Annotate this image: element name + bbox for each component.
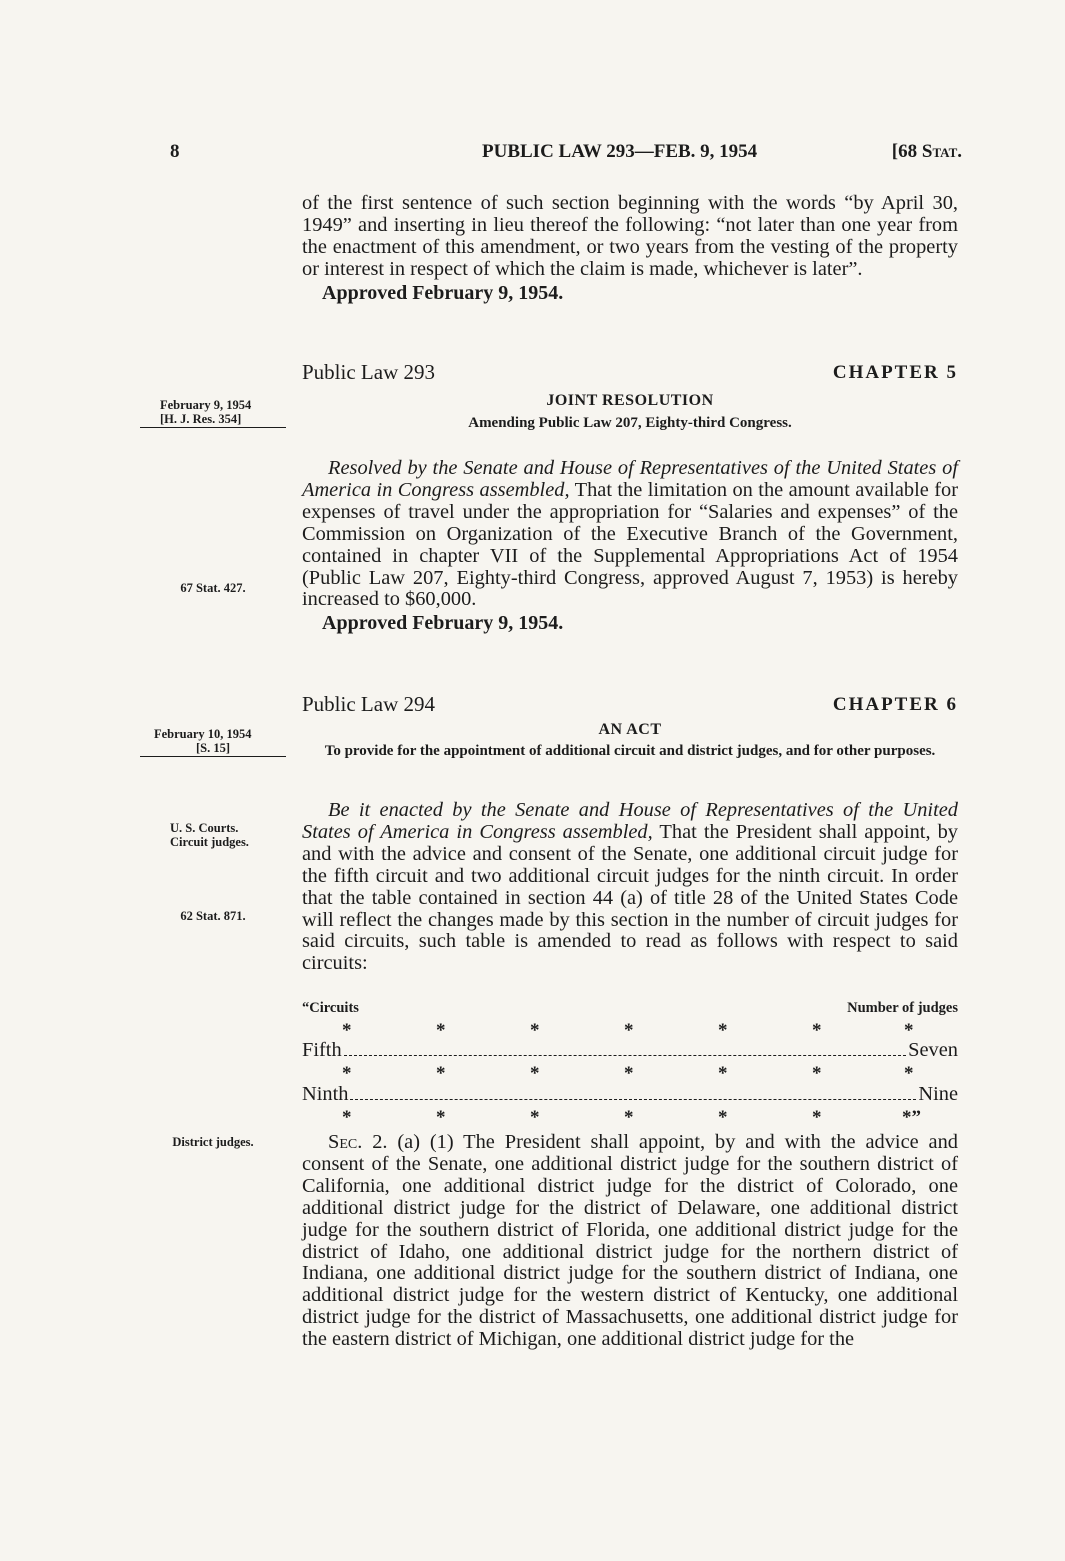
star: * bbox=[624, 1107, 634, 1128]
law-293-number: Public Law 293 bbox=[302, 360, 435, 384]
margin-circuit-judges: Circuit judges. bbox=[170, 835, 249, 849]
law-294-margin-bill: [S. 15] bbox=[140, 741, 286, 757]
star: * bbox=[342, 1063, 352, 1084]
law-294-enacting-text: That the President shall appoint, by and with the advice and consent of the Senate, one additional circuit judge for the fifth circuit and two additional circuit judges for the ninth circuit. In order that the table contained in section 44 (a) of title 28 of the United States Code will reflect the changes made by this section in the number of circuit judges for said circuits, such table is amended to read as follows with respect to said circuits: bbox=[302, 820, 958, 975]
law-293-heading bbox=[302, 360, 958, 386]
omission-stars-row bbox=[302, 1020, 958, 1040]
star: * bbox=[624, 1063, 634, 1084]
law-294-enacting-clause: Be it enacted by the Senate and House of Representatives of the United States of America in Congress assembled, bbox=[302, 799, 958, 843]
omission-stars-row bbox=[302, 1107, 958, 1127]
circuits-column-label: “Circuits bbox=[302, 1000, 359, 1016]
law-294-margin-date: February 10, 1954 bbox=[154, 727, 252, 741]
judge-count: Nine bbox=[918, 1083, 958, 1105]
star: * bbox=[904, 1063, 914, 1084]
law-294-title: AN ACT bbox=[598, 721, 662, 738]
omission-stars-row bbox=[302, 1063, 958, 1083]
star: * bbox=[530, 1107, 540, 1128]
leader-dots bbox=[344, 1041, 907, 1056]
law-293-resolution-text: That the limitation on the amount available for expenses of travel under the appropriation for “Salaries and expenses” of the Commission on Organization of the Executive Branch of the Government, contained in chapter VII of the Supplemental Appropriations Act of 1954 (Public Law 207, Eighty-third Congress, approved August 7, 1953) is hereby increased to $60,000. bbox=[302, 478, 959, 611]
judges-column-label: Number of judges bbox=[847, 1000, 958, 1016]
law-293-resolution bbox=[302, 458, 958, 611]
law-293-subtitle: Amending Public Law 207, Eighty-third Congress. bbox=[468, 415, 792, 431]
law-293-body bbox=[302, 458, 958, 635]
margin-us-courts: U. S. Courts. bbox=[170, 821, 239, 835]
circuit-name: Ninth bbox=[302, 1083, 349, 1105]
law-294-subtitle: To provide for the appointment of additional circuit and district judges, and for other purposes. bbox=[324, 743, 936, 759]
law-294-heading bbox=[302, 692, 958, 718]
star: * bbox=[530, 1063, 540, 1084]
star: * bbox=[718, 1107, 728, 1128]
star: * bbox=[812, 1063, 822, 1084]
section-2-label: Sec. 2. bbox=[328, 1131, 388, 1153]
law-293-margin-date: February 9, 1954 bbox=[160, 398, 252, 412]
star: * bbox=[530, 1020, 540, 1041]
running-header bbox=[170, 141, 962, 171]
star: * bbox=[812, 1020, 822, 1041]
law-294-enacting-paragraph bbox=[302, 800, 958, 975]
law-293-approved: Approved February 9, 1954. bbox=[322, 612, 564, 635]
star: * bbox=[812, 1107, 822, 1128]
circuit-table-header bbox=[302, 1000, 958, 1020]
page-number: 8 bbox=[170, 141, 180, 162]
star: * bbox=[718, 1063, 728, 1084]
star: * bbox=[436, 1020, 446, 1041]
circuit-name: Fifth bbox=[302, 1039, 342, 1061]
margin-district-judges: District judges. bbox=[172, 1135, 254, 1149]
leader-dots bbox=[350, 1085, 916, 1100]
star: * bbox=[342, 1107, 352, 1128]
law-294-chapter: CHAPTER 6 bbox=[832, 694, 958, 715]
carryover-section bbox=[302, 193, 958, 305]
header-statute: [68 Stat. bbox=[891, 141, 962, 162]
law-294-margin-ref: 62 Stat. 871. bbox=[180, 909, 246, 923]
law-294-body bbox=[302, 800, 958, 975]
judge-count: Seven bbox=[908, 1039, 958, 1061]
law-293-chapter: CHAPTER 5 bbox=[832, 362, 958, 383]
table-row-fifth bbox=[302, 1039, 958, 1063]
law-293-margin-bill: [H. J. Res. 354] bbox=[140, 412, 286, 428]
carryover-paragraph: of the first sentence of such section beginning with the words “by April 30, 1949” and inserting in lieu thereof the following: “not later than one year from the enactment of this amendment, or two years from the vesting of the property or interest in respect of which the claim is made, whichever is later”. bbox=[302, 192, 958, 280]
star: * bbox=[904, 1020, 914, 1041]
star-closing-quote: *” bbox=[902, 1107, 921, 1128]
star: * bbox=[718, 1020, 728, 1041]
law-293-title: JOINT RESOLUTION bbox=[546, 392, 714, 409]
header-title: PUBLIC LAW 293—FEB. 9, 1954 bbox=[482, 141, 758, 162]
star: * bbox=[436, 1063, 446, 1084]
star: * bbox=[436, 1107, 446, 1128]
law-294-number: Public Law 294 bbox=[302, 692, 435, 716]
section-2-body bbox=[302, 1132, 958, 1351]
section-2-paragraph bbox=[302, 1132, 958, 1351]
law-293-resolved-clause: Resolved by the Senate and House of Representatives of the United States of America in Congress assembled, bbox=[302, 457, 958, 501]
table-row-ninth bbox=[302, 1083, 958, 1107]
carryover-approved: Approved February 9, 1954. bbox=[322, 281, 564, 304]
section-2-text: (a) (1) The President shall appoint, by and with the advice and consent of the Senate, one additional district judge for the southern district of California, one additional district judge for the district of Colorado, one additional district judge for the district of Delaware, one additional district judge for the southern district of Florida, one additional district judge for the district of Idaho, one additional district judge for the northern district of Indiana, one additional district judge for the southern district of Indiana, one additional district judge for the western district of Kentucky, one additional district judge for the district of Massachusetts, one additional district judge for the eastern district of Michigan, one additional district judge for the bbox=[302, 1131, 958, 1351]
law-293-margin-ref: 67 Stat. 427. bbox=[180, 581, 246, 595]
star: * bbox=[342, 1020, 352, 1041]
star: * bbox=[624, 1020, 634, 1041]
